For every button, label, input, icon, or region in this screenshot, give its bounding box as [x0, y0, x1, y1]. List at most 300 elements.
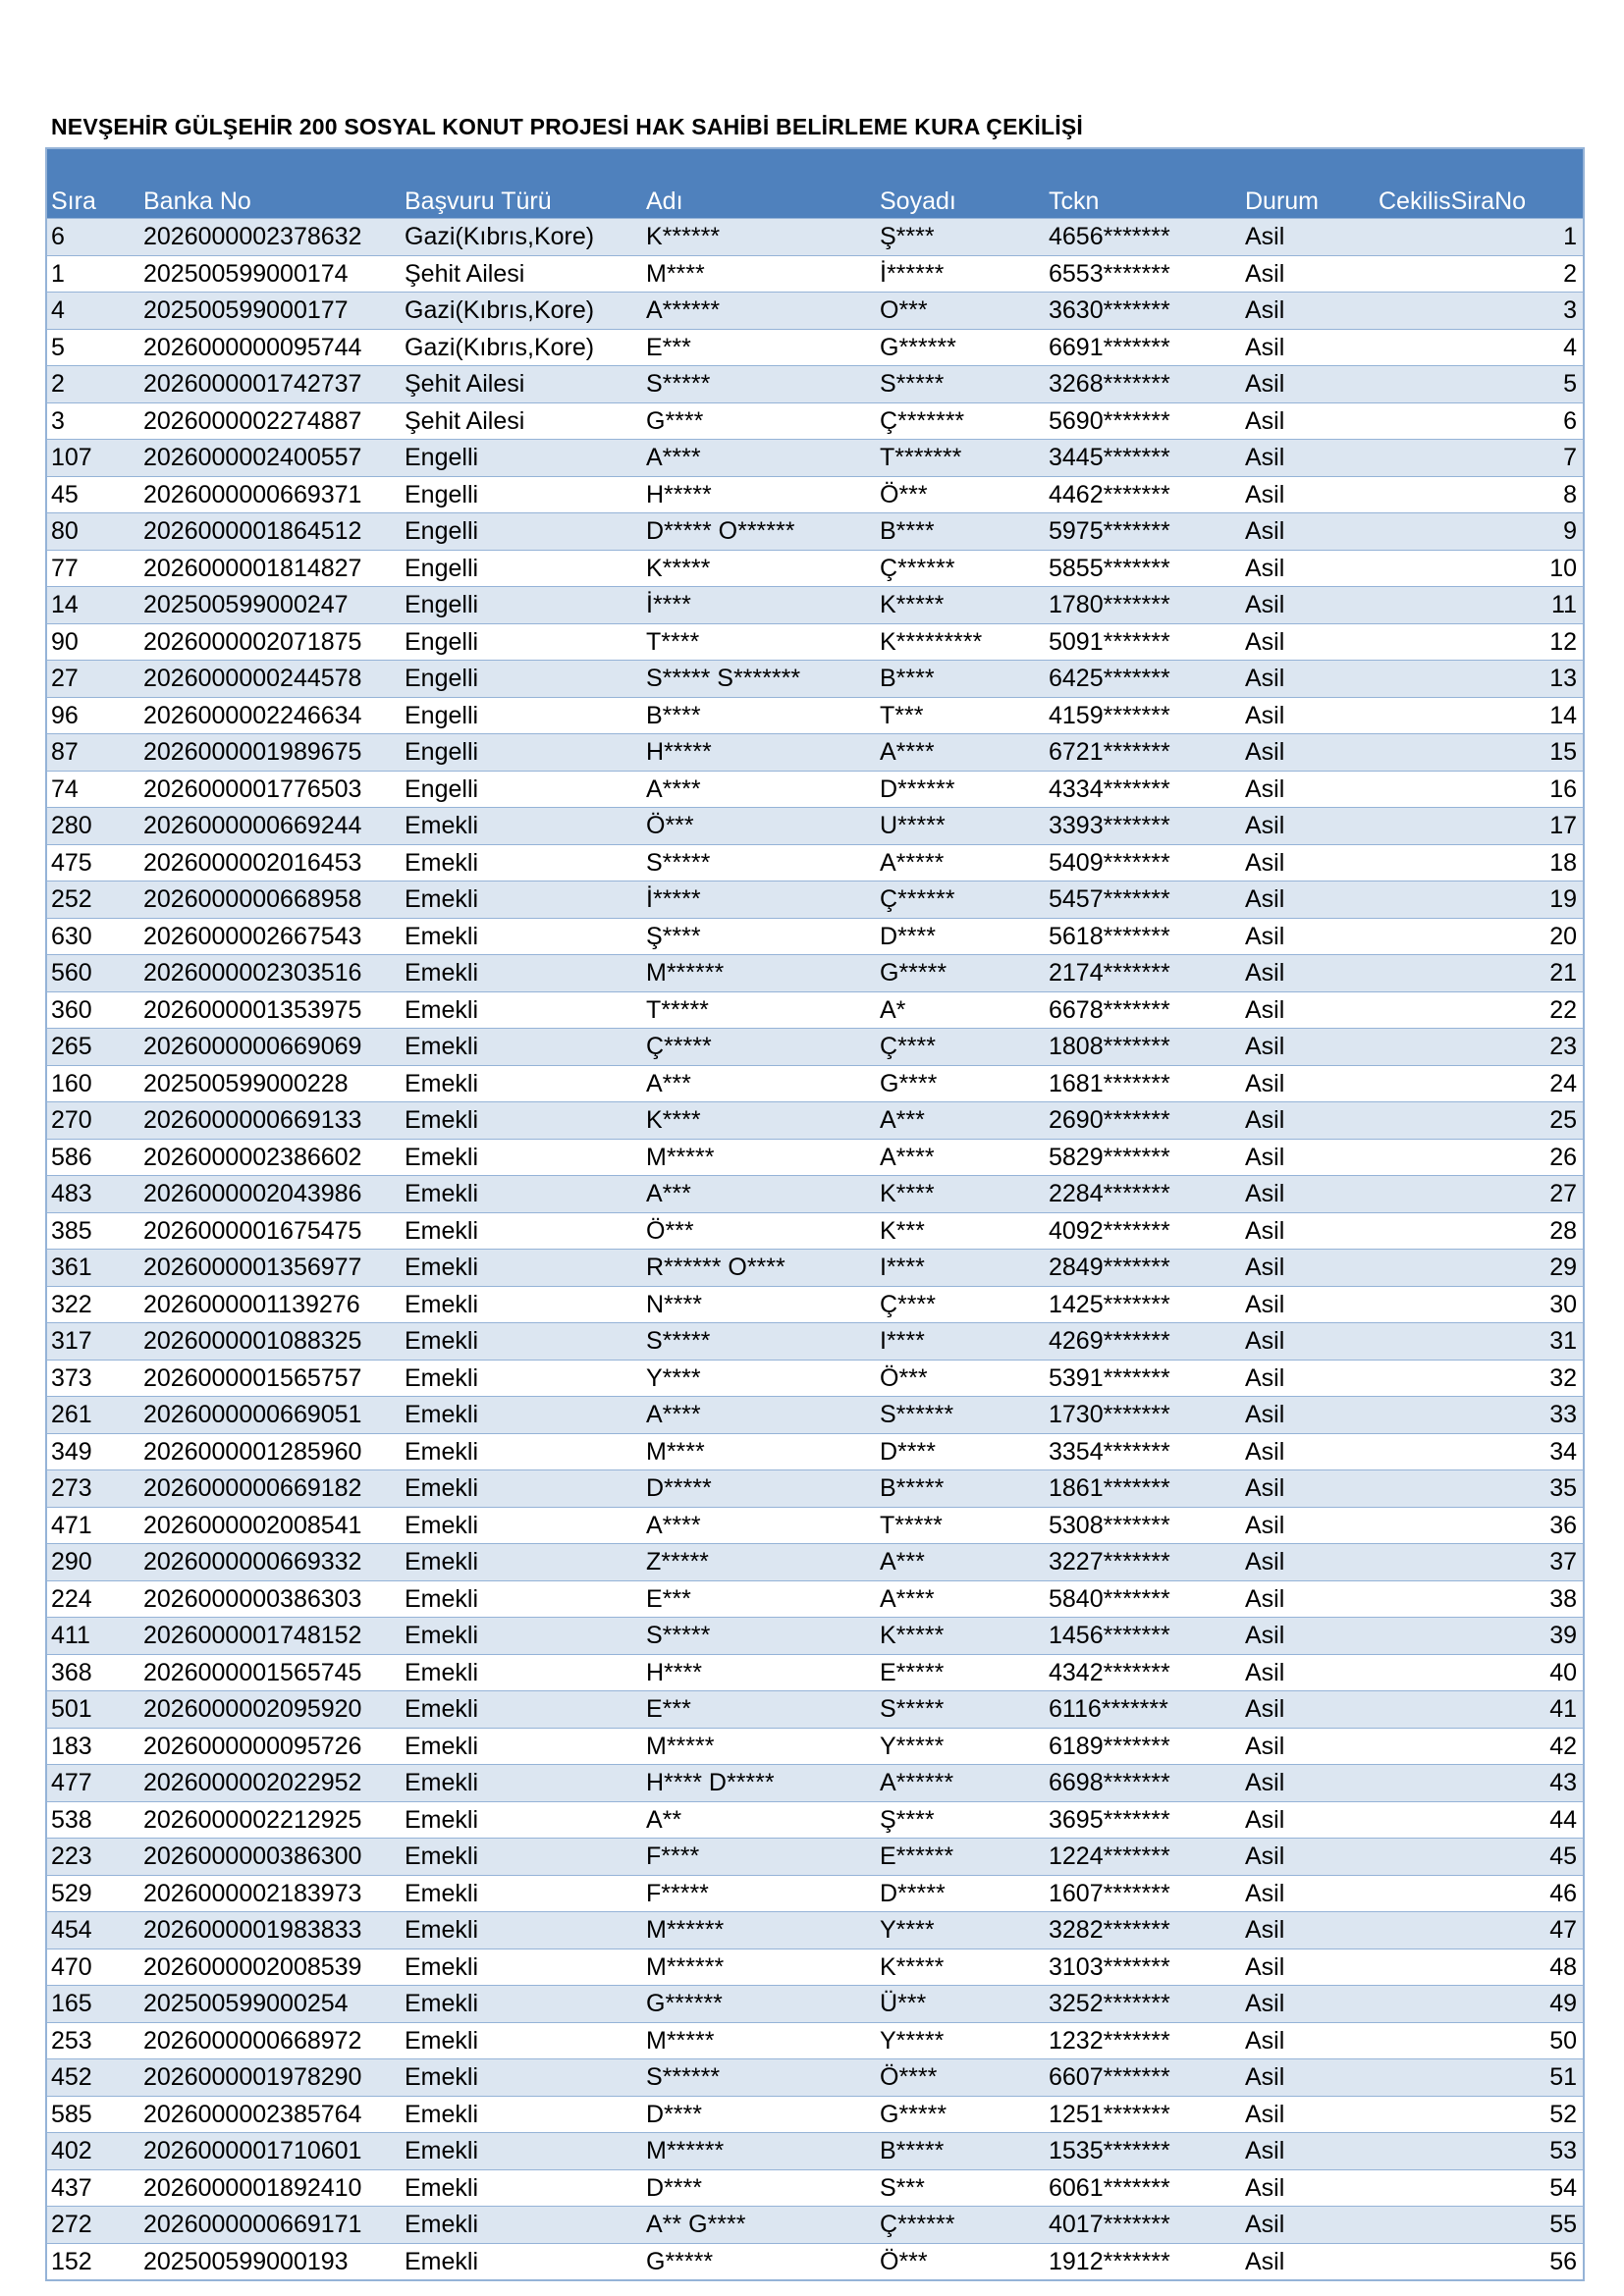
- cell-sira: 361: [47, 1250, 139, 1287]
- cell-durum: Asil: [1241, 1580, 1375, 1618]
- table-row: [47, 1580, 1583, 1618]
- cell-cekilis-sira-no: 52: [1375, 2096, 1583, 2133]
- cell-banka-no: 2026000002667543: [139, 918, 401, 955]
- cell-basvuru-turu: Engelli: [401, 513, 642, 551]
- cell-durum: Asil: [1241, 1654, 1375, 1691]
- cell-soyadi: B*****: [876, 1470, 1045, 1508]
- cell-tckn: 4017*******: [1045, 2207, 1241, 2244]
- cell-sira: 411: [47, 1618, 139, 1655]
- cell-tckn: 3630*******: [1045, 293, 1241, 330]
- cell-soyadi: Ö****: [876, 2059, 1045, 2097]
- cell-soyadi: D****: [876, 918, 1045, 955]
- cell-adi: E***: [642, 1580, 876, 1618]
- cell-basvuru-turu: Emekli: [401, 2169, 642, 2207]
- cell-adi: K****: [642, 1102, 876, 1140]
- cell-banka-no: 202500599000174: [139, 255, 401, 293]
- cell-basvuru-turu: Emekli: [401, 2022, 642, 2059]
- cell-adi: A***: [642, 1065, 876, 1102]
- cell-sira: 270: [47, 1102, 139, 1140]
- cell-cekilis-sira-no: 34: [1375, 1433, 1583, 1470]
- cell-soyadi: Ç****: [876, 1286, 1045, 1323]
- cell-durum: Asil: [1241, 1286, 1375, 1323]
- table-body: [47, 219, 1583, 2280]
- cell-sira: 290: [47, 1544, 139, 1581]
- cell-banka-no: 2026000001139276: [139, 1286, 401, 1323]
- cell-adi: M******: [642, 1912, 876, 1949]
- cell-soyadi: Y*****: [876, 1728, 1045, 1765]
- cell-sira: 280: [47, 808, 139, 845]
- table-row: [47, 1102, 1583, 1140]
- cell-banka-no: 2026000002385764: [139, 2096, 401, 2133]
- cell-banka-no: 202500599000247: [139, 587, 401, 624]
- table-row: [47, 513, 1583, 551]
- cell-tckn: 1780*******: [1045, 587, 1241, 624]
- column-header-durum: Durum: [1241, 149, 1375, 219]
- table-row: [47, 734, 1583, 772]
- cell-durum: Asil: [1241, 2059, 1375, 2097]
- cell-cekilis-sira-no: 9: [1375, 513, 1583, 551]
- cell-tckn: 1425*******: [1045, 1286, 1241, 1323]
- table-row: [47, 1654, 1583, 1691]
- cell-adi: F****: [642, 1839, 876, 1876]
- table-row: [47, 623, 1583, 661]
- cell-soyadi: S*****: [876, 366, 1045, 403]
- cell-soyadi: T*****: [876, 1507, 1045, 1544]
- cell-tckn: 3227*******: [1045, 1544, 1241, 1581]
- cell-banka-no: 2026000000095744: [139, 329, 401, 366]
- cell-banka-no: 2026000001356977: [139, 1250, 401, 1287]
- cell-durum: Asil: [1241, 1728, 1375, 1765]
- cell-soyadi: K*****: [876, 1949, 1045, 1986]
- cell-adi: T*****: [642, 991, 876, 1029]
- table-row: [47, 2133, 1583, 2170]
- cell-basvuru-turu: Emekli: [401, 1544, 642, 1581]
- table-row: [47, 661, 1583, 698]
- cell-soyadi: G******: [876, 329, 1045, 366]
- cell-soyadi: Ş****: [876, 219, 1045, 256]
- cell-basvuru-turu: Emekli: [401, 1360, 642, 1397]
- column-header-banka-no: Banka No: [139, 149, 401, 219]
- cell-cekilis-sira-no: 5: [1375, 366, 1583, 403]
- cell-banka-no: 2026000002016453: [139, 844, 401, 881]
- cell-basvuru-turu: Emekli: [401, 1618, 642, 1655]
- cell-durum: Asil: [1241, 219, 1375, 256]
- cell-soyadi: B****: [876, 513, 1045, 551]
- table-row: [47, 1470, 1583, 1508]
- table-row: [47, 2022, 1583, 2059]
- cell-adi: İ****: [642, 587, 876, 624]
- cell-durum: Asil: [1241, 1765, 1375, 1802]
- cell-basvuru-turu: Emekli: [401, 1507, 642, 1544]
- cell-sira: 224: [47, 1580, 139, 1618]
- cell-durum: Asil: [1241, 1065, 1375, 1102]
- cell-basvuru-turu: Emekli: [401, 1212, 642, 1250]
- cell-banka-no: 2026000001285960: [139, 1433, 401, 1470]
- cell-banka-no: 2026000002008541: [139, 1507, 401, 1544]
- cell-basvuru-turu: Emekli: [401, 918, 642, 955]
- table-row: [47, 402, 1583, 440]
- cell-durum: Asil: [1241, 587, 1375, 624]
- cell-durum: Asil: [1241, 1949, 1375, 1986]
- cell-basvuru-turu: Engelli: [401, 550, 642, 587]
- cell-sira: 265: [47, 1029, 139, 1066]
- cell-basvuru-turu: Emekli: [401, 1654, 642, 1691]
- cell-cekilis-sira-no: 10: [1375, 550, 1583, 587]
- table-row: [47, 1176, 1583, 1213]
- cell-basvuru-turu: Emekli: [401, 808, 642, 845]
- cell-durum: Asil: [1241, 255, 1375, 293]
- cell-soyadi: A****: [876, 1580, 1045, 1618]
- cell-sira: 261: [47, 1397, 139, 1434]
- cell-cekilis-sira-no: 18: [1375, 844, 1583, 881]
- cell-cekilis-sira-no: 51: [1375, 2059, 1583, 2097]
- cell-cekilis-sira-no: 26: [1375, 1139, 1583, 1176]
- cell-durum: Asil: [1241, 366, 1375, 403]
- cell-durum: Asil: [1241, 1801, 1375, 1839]
- cell-soyadi: S*****: [876, 1691, 1045, 1729]
- table-row: [47, 844, 1583, 881]
- cell-sira: 452: [47, 2059, 139, 2097]
- cell-soyadi: D*****: [876, 1875, 1045, 1912]
- cell-basvuru-turu: Gazi(Kıbrıs,Kore): [401, 219, 642, 256]
- cell-tckn: 1730*******: [1045, 1397, 1241, 1434]
- cell-soyadi: Ç******: [876, 550, 1045, 587]
- cell-tckn: 5840*******: [1045, 1580, 1241, 1618]
- cell-sira: 165: [47, 1986, 139, 2023]
- cell-sira: 252: [47, 881, 139, 919]
- column-header-soyadi: Soyadı: [876, 149, 1045, 219]
- table-row: [47, 293, 1583, 330]
- table-row: [47, 991, 1583, 1029]
- cell-soyadi: A***: [876, 1102, 1045, 1140]
- table-row: [47, 2243, 1583, 2279]
- cell-sira: 74: [47, 771, 139, 808]
- cell-adi: G******: [642, 1986, 876, 2023]
- cell-soyadi: K*****: [876, 587, 1045, 624]
- cell-soyadi: Ö***: [876, 476, 1045, 513]
- cell-basvuru-turu: Emekli: [401, 1580, 642, 1618]
- cell-durum: Asil: [1241, 697, 1375, 734]
- cell-tckn: 5308*******: [1045, 1507, 1241, 1544]
- table-row: [47, 1544, 1583, 1581]
- cell-soyadi: Ç****: [876, 1029, 1045, 1066]
- cell-durum: Asil: [1241, 2096, 1375, 2133]
- cell-cekilis-sira-no: 3: [1375, 293, 1583, 330]
- cell-cekilis-sira-no: 37: [1375, 1544, 1583, 1581]
- cell-soyadi: G****: [876, 1065, 1045, 1102]
- table-row: [47, 1433, 1583, 1470]
- cell-sira: 183: [47, 1728, 139, 1765]
- cell-tckn: 6721*******: [1045, 734, 1241, 772]
- cell-adi: M******: [642, 1949, 876, 1986]
- cell-adi: Y****: [642, 1360, 876, 1397]
- cell-durum: Asil: [1241, 1250, 1375, 1287]
- cell-banka-no: 2026000000095726: [139, 1728, 401, 1765]
- cell-adi: S*****: [642, 366, 876, 403]
- cell-tckn: 3103*******: [1045, 1949, 1241, 1986]
- cell-basvuru-turu: Engelli: [401, 587, 642, 624]
- cell-banka-no: 202500599000228: [139, 1065, 401, 1102]
- cell-adi: N****: [642, 1286, 876, 1323]
- cell-tckn: 6189*******: [1045, 1728, 1241, 1765]
- cell-tckn: 6698*******: [1045, 1765, 1241, 1802]
- cell-basvuru-turu: Engelli: [401, 440, 642, 477]
- cell-basvuru-turu: Engelli: [401, 734, 642, 772]
- cell-adi: D*****: [642, 1470, 876, 1508]
- cell-banka-no: 2026000000669171: [139, 2207, 401, 2244]
- column-header-tckn: Tckn: [1045, 149, 1241, 219]
- cell-durum: Asil: [1241, 808, 1375, 845]
- cell-cekilis-sira-no: 14: [1375, 697, 1583, 734]
- table-row: [47, 1507, 1583, 1544]
- table-row: [47, 1875, 1583, 1912]
- cell-banka-no: 2026000000669182: [139, 1470, 401, 1508]
- cell-soyadi: Ö***: [876, 2243, 1045, 2279]
- cell-sira: 160: [47, 1065, 139, 1102]
- table-row: [47, 1912, 1583, 1949]
- cell-basvuru-turu: Engelli: [401, 623, 642, 661]
- cell-sira: 107: [47, 440, 139, 477]
- cell-banka-no: 2026000001748152: [139, 1618, 401, 1655]
- cell-cekilis-sira-no: 2: [1375, 255, 1583, 293]
- cell-sira: 3: [47, 402, 139, 440]
- cell-cekilis-sira-no: 39: [1375, 1618, 1583, 1655]
- cell-cekilis-sira-no: 16: [1375, 771, 1583, 808]
- cell-sira: 152: [47, 2243, 139, 2279]
- cell-durum: Asil: [1241, 293, 1375, 330]
- table-row: [47, 2207, 1583, 2244]
- cell-soyadi: Ö***: [876, 1360, 1045, 1397]
- cell-basvuru-turu: Emekli: [401, 1949, 642, 1986]
- cell-durum: Asil: [1241, 623, 1375, 661]
- cell-cekilis-sira-no: 35: [1375, 1470, 1583, 1508]
- cell-adi: A****: [642, 1397, 876, 1434]
- cell-banka-no: 2026000001978290: [139, 2059, 401, 2097]
- cell-soyadi: T***: [876, 697, 1045, 734]
- cell-sira: 96: [47, 697, 139, 734]
- cell-sira: 253: [47, 2022, 139, 2059]
- table-row: [47, 366, 1583, 403]
- cell-cekilis-sira-no: 45: [1375, 1839, 1583, 1876]
- cell-banka-no: 2026000002043986: [139, 1176, 401, 1213]
- cell-sira: 4: [47, 293, 139, 330]
- cell-banka-no: 2026000001776503: [139, 771, 401, 808]
- cell-sira: 529: [47, 1875, 139, 1912]
- cell-sira: 87: [47, 734, 139, 772]
- cell-basvuru-turu: Emekli: [401, 1470, 642, 1508]
- cell-sira: 14: [47, 587, 139, 624]
- results-table: [47, 149, 1583, 2279]
- cell-tckn: 3268*******: [1045, 366, 1241, 403]
- cell-banka-no: 2026000002071875: [139, 623, 401, 661]
- table-row: [47, 2096, 1583, 2133]
- cell-tckn: 6553*******: [1045, 255, 1241, 293]
- cell-cekilis-sira-no: 7: [1375, 440, 1583, 477]
- cell-banka-no: 2026000002095920: [139, 1691, 401, 1729]
- table-row: [47, 1949, 1583, 1986]
- cell-cekilis-sira-no: 42: [1375, 1728, 1583, 1765]
- cell-soyadi: T*******: [876, 440, 1045, 477]
- cell-durum: Asil: [1241, 1360, 1375, 1397]
- cell-sira: 368: [47, 1654, 139, 1691]
- cell-durum: Asil: [1241, 771, 1375, 808]
- table-row: [47, 808, 1583, 845]
- cell-sira: 586: [47, 1139, 139, 1176]
- cell-adi: M*****: [642, 1728, 876, 1765]
- column-header-cekilis-sira-no: CekilisSiraNo: [1375, 149, 1583, 219]
- cell-banka-no: 202500599000193: [139, 2243, 401, 2279]
- cell-sira: 483: [47, 1176, 139, 1213]
- cell-durum: Asil: [1241, 476, 1375, 513]
- cell-cekilis-sira-no: 21: [1375, 955, 1583, 992]
- cell-cekilis-sira-no: 27: [1375, 1176, 1583, 1213]
- cell-cekilis-sira-no: 29: [1375, 1250, 1583, 1287]
- cell-adi: Ö***: [642, 1212, 876, 1250]
- cell-basvuru-turu: Emekli: [401, 1912, 642, 1949]
- cell-durum: Asil: [1241, 440, 1375, 477]
- cell-durum: Asil: [1241, 1912, 1375, 1949]
- cell-sira: 470: [47, 1949, 139, 1986]
- cell-sira: 273: [47, 1470, 139, 1508]
- cell-soyadi: B*****: [876, 2133, 1045, 2170]
- cell-tckn: 5391*******: [1045, 1360, 1241, 1397]
- table-row: [47, 2059, 1583, 2097]
- table-row: [47, 1839, 1583, 1876]
- cell-banka-no: 2026000001675475: [139, 1212, 401, 1250]
- cell-durum: Asil: [1241, 2022, 1375, 2059]
- cell-sira: 477: [47, 1765, 139, 1802]
- cell-sira: 80: [47, 513, 139, 551]
- table-row: [47, 955, 1583, 992]
- cell-adi: K******: [642, 219, 876, 256]
- cell-durum: Asil: [1241, 1618, 1375, 1655]
- cell-tckn: 5409*******: [1045, 844, 1241, 881]
- cell-adi: M****: [642, 1433, 876, 1470]
- cell-basvuru-turu: Engelli: [401, 476, 642, 513]
- cell-cekilis-sira-no: 28: [1375, 1212, 1583, 1250]
- cell-sira: 437: [47, 2169, 139, 2207]
- cell-soyadi: B****: [876, 661, 1045, 698]
- cell-soyadi: D****: [876, 1433, 1045, 1470]
- cell-tckn: 3445*******: [1045, 440, 1241, 477]
- cell-tckn: 1607*******: [1045, 1875, 1241, 1912]
- cell-basvuru-turu: Emekli: [401, 1286, 642, 1323]
- cell-banka-no: 2026000001710601: [139, 2133, 401, 2170]
- cell-banka-no: 2026000001864512: [139, 513, 401, 551]
- cell-cekilis-sira-no: 11: [1375, 587, 1583, 624]
- cell-soyadi: I****: [876, 1323, 1045, 1361]
- cell-basvuru-turu: Emekli: [401, 1250, 642, 1287]
- cell-basvuru-turu: Engelli: [401, 771, 642, 808]
- cell-tckn: 1681*******: [1045, 1065, 1241, 1102]
- cell-tckn: 6061*******: [1045, 2169, 1241, 2207]
- cell-tckn: 5690*******: [1045, 402, 1241, 440]
- table-row: [47, 2169, 1583, 2207]
- cell-tckn: 1224*******: [1045, 1839, 1241, 1876]
- cell-soyadi: A*: [876, 991, 1045, 1029]
- cell-soyadi: I****: [876, 1250, 1045, 1287]
- cell-basvuru-turu: Emekli: [401, 1139, 642, 1176]
- cell-banka-no: 2026000002274887: [139, 402, 401, 440]
- cell-basvuru-turu: Engelli: [401, 697, 642, 734]
- cell-banka-no: 2026000000669069: [139, 1029, 401, 1066]
- table-header-row: [47, 149, 1583, 219]
- cell-tckn: 1251*******: [1045, 2096, 1241, 2133]
- cell-soyadi: S******: [876, 1397, 1045, 1434]
- table-row: [47, 881, 1583, 919]
- cell-adi: Z*****: [642, 1544, 876, 1581]
- cell-adi: A****: [642, 771, 876, 808]
- table-row: [47, 1728, 1583, 1765]
- cell-adi: G*****: [642, 2243, 876, 2279]
- cell-adi: M*****: [642, 2022, 876, 2059]
- cell-banka-no: 202500599000254: [139, 1986, 401, 2023]
- cell-soyadi: Ç*******: [876, 402, 1045, 440]
- table-row: [47, 771, 1583, 808]
- table-row: [47, 1618, 1583, 1655]
- cell-basvuru-turu: Emekli: [401, 2096, 642, 2133]
- cell-sira: 360: [47, 991, 139, 1029]
- cell-basvuru-turu: Emekli: [401, 1691, 642, 1729]
- cell-soyadi: A****: [876, 1139, 1045, 1176]
- cell-basvuru-turu: Emekli: [401, 1875, 642, 1912]
- cell-banka-no: 2026000001088325: [139, 1323, 401, 1361]
- cell-durum: Asil: [1241, 844, 1375, 881]
- cell-adi: A****: [642, 440, 876, 477]
- cell-basvuru-turu: Şehit Ailesi: [401, 255, 642, 293]
- cell-banka-no: 2026000001983833: [139, 1912, 401, 1949]
- table-row: [47, 1765, 1583, 1802]
- cell-tckn: 1912*******: [1045, 2243, 1241, 2279]
- cell-cekilis-sira-no: 17: [1375, 808, 1583, 845]
- cell-sira: 454: [47, 1912, 139, 1949]
- table-row: [47, 1065, 1583, 1102]
- cell-cekilis-sira-no: 33: [1375, 1397, 1583, 1434]
- cell-soyadi: Ç******: [876, 881, 1045, 919]
- table-row: [47, 1029, 1583, 1066]
- cell-basvuru-turu: Engelli: [401, 661, 642, 698]
- cell-cekilis-sira-no: 50: [1375, 2022, 1583, 2059]
- cell-durum: Asil: [1241, 1470, 1375, 1508]
- cell-cekilis-sira-no: 1: [1375, 219, 1583, 256]
- table-row: [47, 1691, 1583, 1729]
- cell-adi: E***: [642, 329, 876, 366]
- cell-cekilis-sira-no: 30: [1375, 1286, 1583, 1323]
- cell-durum: Asil: [1241, 402, 1375, 440]
- cell-banka-no: 2026000002022952: [139, 1765, 401, 1802]
- cell-banka-no: 2026000002400557: [139, 440, 401, 477]
- cell-basvuru-turu: Emekli: [401, 2059, 642, 2097]
- cell-cekilis-sira-no: 56: [1375, 2243, 1583, 2279]
- cell-durum: Asil: [1241, 2207, 1375, 2244]
- cell-sira: 45: [47, 476, 139, 513]
- cell-adi: D***** O******: [642, 513, 876, 551]
- cell-soyadi: Ü***: [876, 1986, 1045, 2023]
- cell-tckn: 3695*******: [1045, 1801, 1241, 1839]
- cell-adi: İ*****: [642, 881, 876, 919]
- cell-durum: Asil: [1241, 2243, 1375, 2279]
- cell-adi: A***: [642, 1176, 876, 1213]
- cell-soyadi: Ç******: [876, 2207, 1045, 2244]
- cell-banka-no: 2026000000669051: [139, 1397, 401, 1434]
- cell-adi: E***: [642, 1691, 876, 1729]
- cell-cekilis-sira-no: 20: [1375, 918, 1583, 955]
- cell-basvuru-turu: Emekli: [401, 2207, 642, 2244]
- cell-durum: Asil: [1241, 661, 1375, 698]
- cell-sira: 501: [47, 1691, 139, 1729]
- cell-basvuru-turu: Şehit Ailesi: [401, 366, 642, 403]
- cell-tckn: 1861*******: [1045, 1470, 1241, 1508]
